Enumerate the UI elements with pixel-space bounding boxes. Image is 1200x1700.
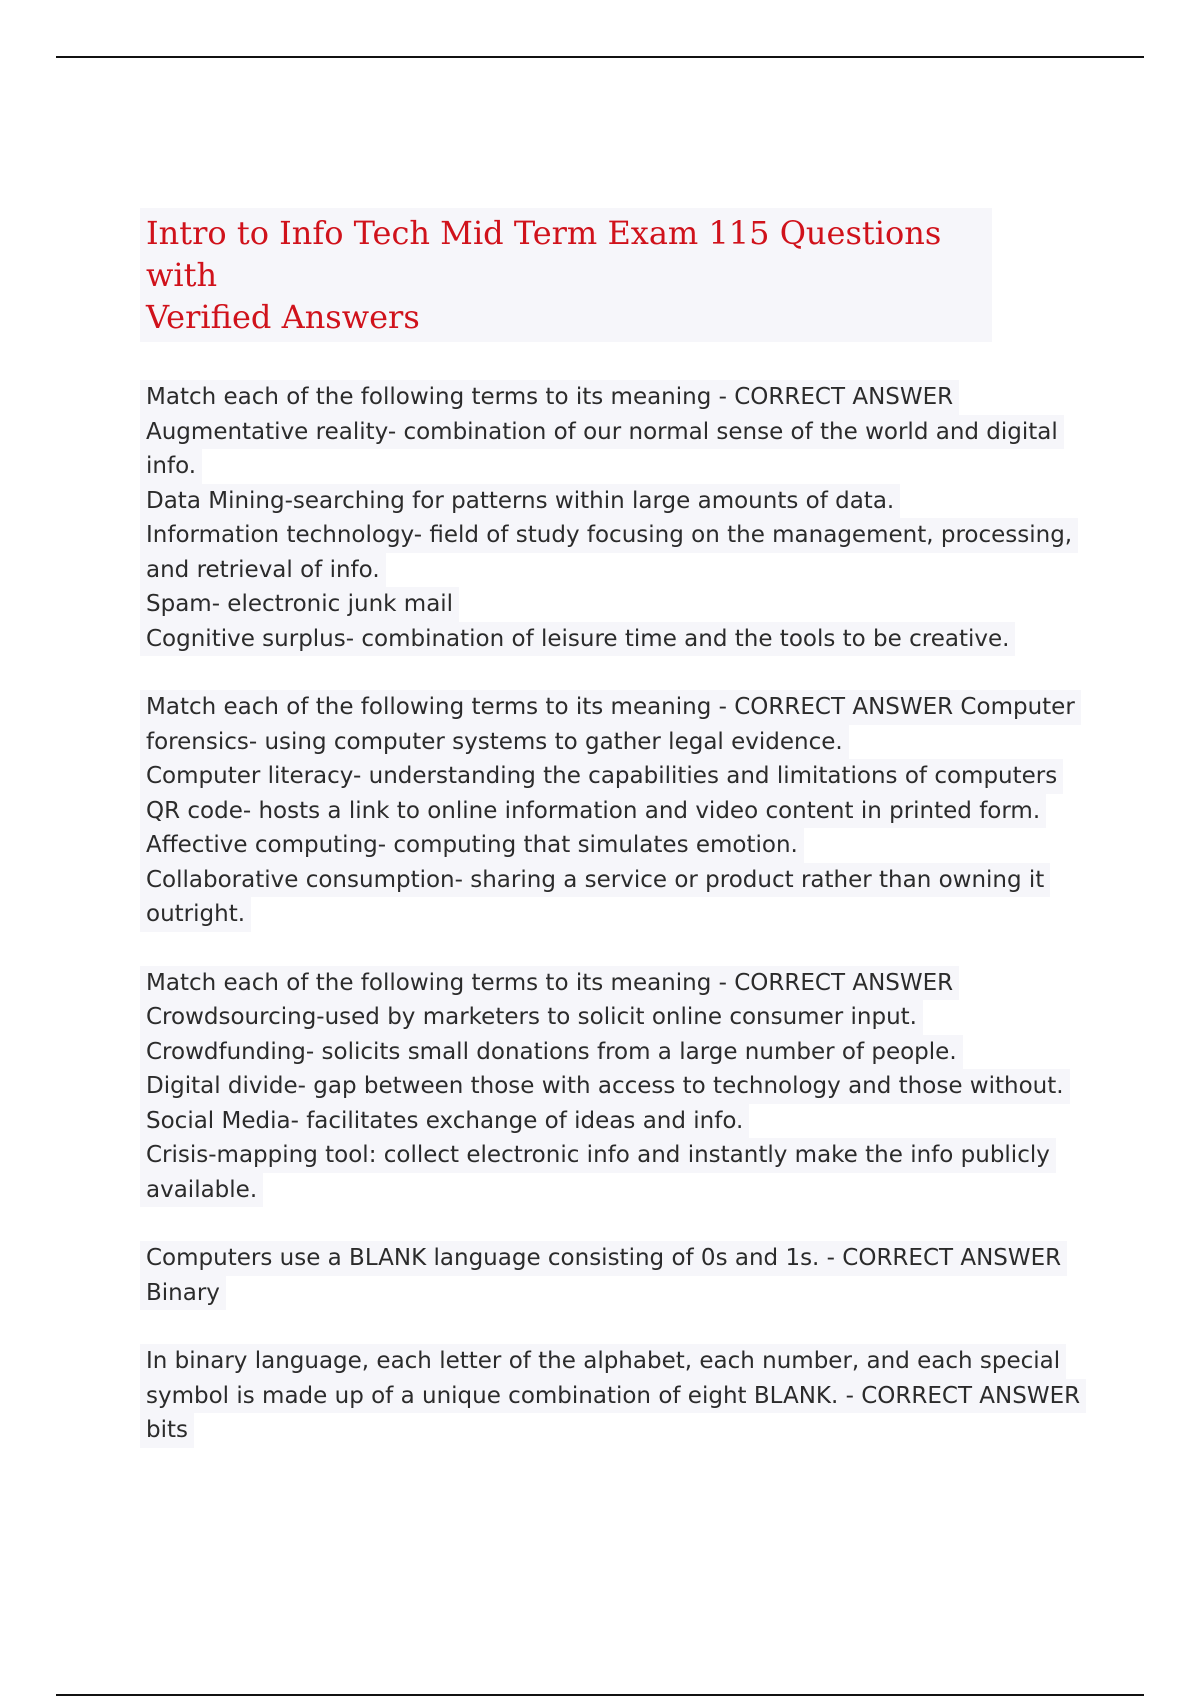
text-line: info. <box>140 449 202 484</box>
document-title <box>140 208 992 342</box>
text-line: Match each of the following terms to its meaning - CORRECT ANSWER Computer <box>140 690 1081 725</box>
question-block <box>140 1344 1080 1448</box>
text-line: QR code- hosts a link to online information and video content in printed form. <box>140 794 1046 829</box>
document-body <box>140 208 1080 1482</box>
title-line: Intro to Info Tech Mid Term Exam 115 Questions with <box>146 214 942 294</box>
question-block <box>140 690 1080 932</box>
text-line: Data Mining-searching for patterns within large amounts of data. <box>140 484 900 519</box>
text-line: Crowdfunding- solicits small donations from a large number of people. <box>140 1035 963 1070</box>
text-line: Binary <box>140 1276 226 1311</box>
text-line: Augmentative reality- combination of our normal sense of the world and digital <box>140 415 1064 450</box>
text-line: symbol is made up of a unique combination of eight BLANK. - CORRECT ANSWER <box>140 1379 1086 1414</box>
text-line: Match each of the following terms to its meaning - CORRECT ANSWER <box>140 966 959 1001</box>
top-rule <box>56 56 1144 58</box>
bottom-rule <box>56 1694 1144 1696</box>
text-line: forensics- using computer systems to gather legal evidence. <box>140 725 849 760</box>
text-line: Computers use a BLANK language consisting of 0s and 1s. - CORRECT ANSWER <box>140 1241 1067 1276</box>
text-line: Digital divide- gap between those with access to technology and those without. <box>140 1069 1070 1104</box>
question-block <box>140 966 1080 1208</box>
text-line: bits <box>140 1413 194 1448</box>
text-line: Cognitive surplus- combination of leisure time and the tools to be creative. <box>140 622 1015 657</box>
text-line: Information technology- field of study focusing on the management, processing, <box>140 518 1078 553</box>
title-line: Verified Answers <box>146 298 420 336</box>
text-line: Match each of the following terms to its meaning - CORRECT ANSWER <box>140 380 959 415</box>
text-line: Crowdsourcing-used by marketers to solicit online consumer input. <box>140 1000 923 1035</box>
text-line: Social Media- facilitates exchange of ideas and info. <box>140 1104 749 1139</box>
text-line: available. <box>140 1173 263 1208</box>
text-line: In binary language, each letter of the alphabet, each number, and each special <box>140 1344 1066 1379</box>
text-line: Affective computing- computing that simulates emotion. <box>140 828 804 863</box>
question-block <box>140 380 1080 656</box>
question-block <box>140 1241 1080 1310</box>
text-line: Spam- electronic junk mail <box>140 587 459 622</box>
text-line: and retrieval of info. <box>140 553 386 588</box>
text-line: Collaborative consumption- sharing a service or product rather than owning it <box>140 863 1050 898</box>
text-line: outright. <box>140 897 251 932</box>
text-line: Crisis-mapping tool: collect electronic info and instantly make the info publicly <box>140 1138 1056 1173</box>
text-line: Computer literacy- understanding the capabilities and limitations of computers <box>140 759 1063 794</box>
